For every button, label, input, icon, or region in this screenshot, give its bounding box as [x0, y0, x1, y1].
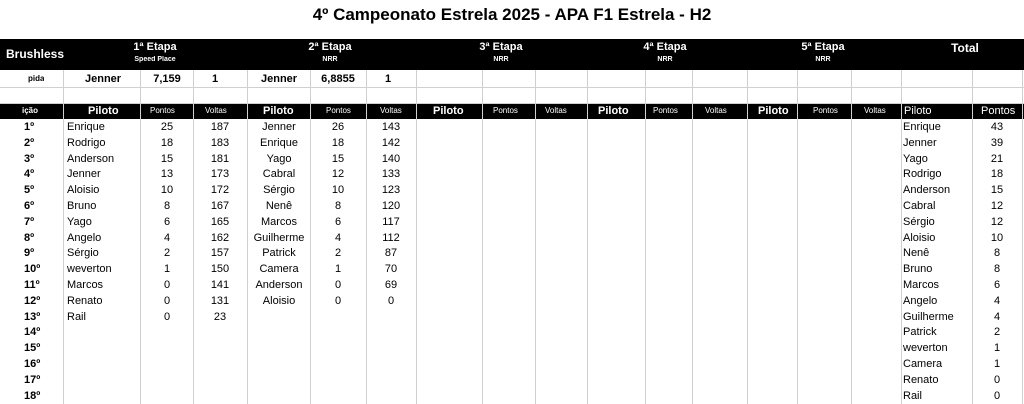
- col-total-piloto: Piloto: [904, 105, 932, 117]
- stage1-pontos: 8: [163, 200, 171, 212]
- stage1-pontos: 0: [163, 294, 171, 307]
- stage2-voltas: 140: [381, 152, 401, 165]
- stage-5-subtitle: NRR: [815, 56, 831, 63]
- stage2-pontos: 12: [331, 168, 345, 181]
- stage1-voltas: 23: [213, 310, 227, 323]
- grid-vline: [587, 70, 588, 404]
- stage-1-subtitle: Speed Place: [134, 56, 176, 63]
- grid-vline: [1022, 70, 1023, 404]
- grid-vline: [901, 70, 902, 404]
- col-s4-pontos: Pontos: [653, 106, 678, 115]
- total-pontos: 43: [990, 121, 1004, 133]
- position-label: 12º: [24, 294, 41, 307]
- total-piloto: Renato: [903, 373, 939, 386]
- stage1-piloto: Sérgio: [67, 247, 99, 260]
- category-label: Brushless: [6, 47, 65, 61]
- stage2-piloto: Guilherme: [253, 231, 305, 244]
- total-pontos: 10: [990, 231, 1004, 244]
- stage2-piloto: Enrique: [260, 136, 298, 149]
- stage2-voltas: 142: [381, 136, 401, 149]
- stage1-voltas: 157: [210, 247, 230, 260]
- total-pontos: 0: [993, 373, 1001, 386]
- stage1-voltas: 150: [210, 263, 230, 276]
- stage2-pontos: 2: [334, 247, 342, 260]
- total-piloto: Aloisio: [903, 231, 936, 244]
- stage1-voltas: 172: [210, 184, 230, 197]
- stage1-pontos: 2: [163, 247, 171, 260]
- stage1-voltas: 141: [210, 279, 230, 291]
- pole-row-label: pida: [28, 74, 45, 83]
- stage1-voltas: 162: [210, 231, 230, 244]
- total-piloto: Angelo: [903, 294, 938, 307]
- position-label: 17º: [24, 373, 41, 386]
- stage2-voltas: 133: [381, 168, 401, 181]
- total-pontos: 12: [990, 215, 1004, 228]
- stage2-piloto: Aloisio: [262, 294, 296, 307]
- stage-1-title: 1ª Etapa: [133, 41, 177, 53]
- stage1-pontos: 13: [160, 168, 174, 181]
- grid-vline: [535, 70, 536, 404]
- position-label: 9º: [24, 247, 35, 260]
- total-pontos: 12: [990, 200, 1004, 212]
- pole-stage2-pos: 1: [384, 73, 392, 85]
- col-s3-pontos: Pontos: [493, 106, 518, 115]
- total-piloto: Rodrigo: [903, 168, 942, 181]
- stage2-piloto: Nenê: [265, 200, 293, 212]
- col-s5-piloto: Piloto: [758, 105, 789, 117]
- stage1-voltas: 181: [210, 152, 230, 165]
- position-label: 8º: [24, 231, 35, 244]
- stage1-piloto: weverton: [67, 263, 112, 276]
- total-title: Total: [951, 41, 979, 55]
- total-pontos: 15: [990, 184, 1004, 197]
- stage2-piloto: Cabral: [262, 168, 296, 181]
- col-position: ição: [22, 106, 39, 115]
- position-label: 15º: [24, 342, 41, 355]
- stage1-piloto: Bruno: [67, 200, 97, 212]
- stage2-pontos: 18: [331, 136, 345, 149]
- position-label: 4º: [24, 168, 35, 181]
- col-s3-piloto: Piloto: [433, 105, 464, 117]
- stage2-piloto: Patrick: [262, 247, 296, 260]
- position-label: 2º: [24, 136, 35, 149]
- total-pontos: 8: [993, 263, 1001, 276]
- grid-vline: [747, 70, 748, 404]
- col-total-pontos: Pontos: [981, 105, 1016, 117]
- stage1-piloto: Anderson: [67, 152, 115, 165]
- stage-3-title: 3ª Etapa: [479, 41, 523, 53]
- stage-5-title: 5ª Etapa: [801, 41, 845, 53]
- col-s1-voltas: Voltas: [205, 106, 227, 115]
- stage1-piloto: Marcos: [67, 279, 104, 291]
- stage-3-subtitle: NRR: [493, 56, 509, 63]
- pole-stage1-value: 7,159: [153, 73, 181, 85]
- total-piloto: Anderson: [903, 184, 951, 197]
- total-pontos: 1: [993, 342, 1001, 355]
- col-s2-piloto: Piloto: [263, 105, 294, 117]
- stage1-voltas: 131: [210, 294, 230, 307]
- stage1-pontos: 4: [163, 231, 171, 244]
- stage2-voltas: 70: [384, 263, 398, 276]
- col-s1-piloto: Piloto: [88, 105, 119, 117]
- stage2-pontos: 0: [334, 279, 342, 291]
- stage2-voltas: 87: [384, 247, 398, 260]
- stage1-pontos: 10: [160, 184, 174, 197]
- total-piloto: Camera: [903, 358, 943, 370]
- stage2-piloto: Sérgio: [263, 184, 295, 197]
- stage2-piloto: Yago: [266, 152, 292, 165]
- stage1-voltas: 167: [210, 200, 230, 212]
- total-pontos: 6: [993, 279, 1001, 291]
- position-label: 1º: [24, 121, 35, 133]
- total-piloto: Cabral: [903, 200, 936, 212]
- stage2-pontos: 6: [334, 215, 342, 228]
- grid-vline: [416, 70, 417, 404]
- stage-4-subtitle: NRR: [657, 56, 673, 63]
- pole-stage2-name: Jenner: [261, 73, 298, 85]
- stage2-voltas: 0: [387, 294, 395, 307]
- total-pontos: 8: [993, 247, 1001, 260]
- pole-stage1-pos: 1: [211, 73, 219, 85]
- stage2-pontos: 10: [331, 184, 345, 197]
- position-label: 3º: [24, 152, 35, 165]
- grid-vline: [692, 70, 693, 404]
- grid-vline: [851, 70, 852, 404]
- total-pontos: 2: [993, 326, 1001, 339]
- stage2-piloto: Camera: [259, 263, 299, 276]
- stage2-voltas: 143: [381, 121, 401, 133]
- stage2-pontos: 8: [334, 200, 342, 212]
- stage2-piloto: Anderson: [255, 279, 303, 291]
- stage2-voltas: 69: [384, 279, 398, 291]
- stage1-voltas: 165: [210, 215, 230, 228]
- position-label: 7º: [24, 215, 35, 228]
- stage2-voltas: 117: [382, 215, 400, 228]
- total-piloto: Enrique: [903, 121, 941, 133]
- stage1-pontos: 25: [160, 121, 174, 133]
- total-piloto: Nenê: [903, 247, 930, 260]
- total-piloto: Bruno: [903, 263, 933, 276]
- total-piloto: Guilherme: [903, 310, 954, 323]
- col-s1-pontos: Pontos: [150, 106, 175, 115]
- col-s5-pontos: Pontos: [813, 106, 838, 115]
- total-pontos: 1: [993, 358, 1001, 370]
- stage-2-title: 2ª Etapa: [308, 41, 352, 53]
- col-s2-voltas: Voltas: [380, 106, 402, 115]
- stage1-pontos: 18: [160, 136, 174, 149]
- stage1-pontos: 15: [160, 152, 174, 165]
- total-pontos: 4: [993, 310, 1001, 323]
- total-piloto: Yago: [903, 152, 928, 165]
- total-piloto: Marcos: [903, 279, 940, 291]
- stage-4-title: 4ª Etapa: [643, 41, 687, 53]
- sheet-title: 4º Campeonato Estrela 2025 - APA F1 Estrela - H2: [312, 5, 712, 24]
- stage2-piloto: Marcos: [260, 215, 298, 228]
- position-label: 11º: [24, 279, 40, 291]
- grid-vline: [797, 70, 798, 404]
- stage1-piloto: Renato: [67, 294, 103, 307]
- total-pontos: 21: [990, 152, 1004, 165]
- position-label: 16º: [24, 358, 41, 370]
- position-label: 14º: [24, 326, 41, 339]
- stage1-piloto: Aloisio: [67, 184, 100, 197]
- total-piloto: Sérgio: [903, 215, 935, 228]
- stage2-pontos: 26: [331, 121, 345, 133]
- stage1-pontos: 0: [163, 310, 171, 323]
- stage2-pontos: 1: [334, 263, 342, 276]
- pole-stage2-value: 6,8855: [321, 73, 355, 85]
- stage2-pontos: 15: [331, 152, 345, 165]
- stage1-piloto: Enrique: [67, 121, 105, 133]
- stage2-voltas: 123: [381, 184, 401, 197]
- col-s5-voltas: Voltas: [864, 106, 886, 115]
- col-s4-voltas: Voltas: [705, 106, 727, 115]
- position-label: 18º: [24, 389, 41, 402]
- total-piloto: Rail: [903, 389, 922, 402]
- stage2-voltas: 112: [382, 231, 400, 244]
- stage1-pontos: 1: [163, 263, 171, 276]
- position-label: 6º: [24, 200, 35, 212]
- stage-2-subtitle: NRR: [322, 56, 338, 63]
- position-label: 10º: [24, 263, 41, 276]
- grid-vline: [482, 70, 483, 404]
- grid-vline: [63, 70, 64, 404]
- col-s3-voltas: Voltas: [545, 106, 567, 115]
- stage1-piloto: Rodrigo: [67, 136, 106, 149]
- total-piloto: Jenner: [903, 136, 937, 149]
- total-pontos: 0: [993, 389, 1001, 402]
- total-piloto: Patrick: [903, 326, 937, 339]
- pole-stage1-name: Jenner: [85, 73, 122, 85]
- stage2-piloto: Jenner: [262, 121, 296, 133]
- stage1-piloto: Rail: [67, 310, 86, 323]
- stage2-voltas: 120: [381, 200, 401, 212]
- stage1-voltas: 187: [210, 121, 230, 133]
- stage1-piloto: Jenner: [67, 168, 101, 181]
- grid-hline: [0, 87, 1024, 88]
- stage1-piloto: Angelo: [67, 231, 102, 244]
- stage1-pontos: 6: [163, 215, 171, 228]
- grid-hline: [0, 103, 1024, 104]
- grid-vline: [645, 70, 646, 404]
- position-label: 13º: [24, 310, 41, 323]
- stage2-pontos: 4: [334, 231, 342, 244]
- col-s4-piloto: Piloto: [598, 105, 629, 117]
- position-label: 5º: [24, 184, 35, 197]
- stage2-pontos: 0: [334, 294, 342, 307]
- total-pontos: 39: [990, 136, 1004, 149]
- stage1-voltas: 173: [210, 168, 230, 181]
- col-s2-pontos: Pontos: [326, 106, 351, 115]
- total-piloto: weverton: [903, 342, 948, 355]
- total-pontos: 18: [990, 168, 1004, 181]
- stage1-piloto: Yago: [67, 215, 92, 228]
- stage1-pontos: 0: [163, 279, 171, 291]
- stage1-voltas: 183: [210, 136, 230, 149]
- total-pontos: 4: [993, 294, 1001, 307]
